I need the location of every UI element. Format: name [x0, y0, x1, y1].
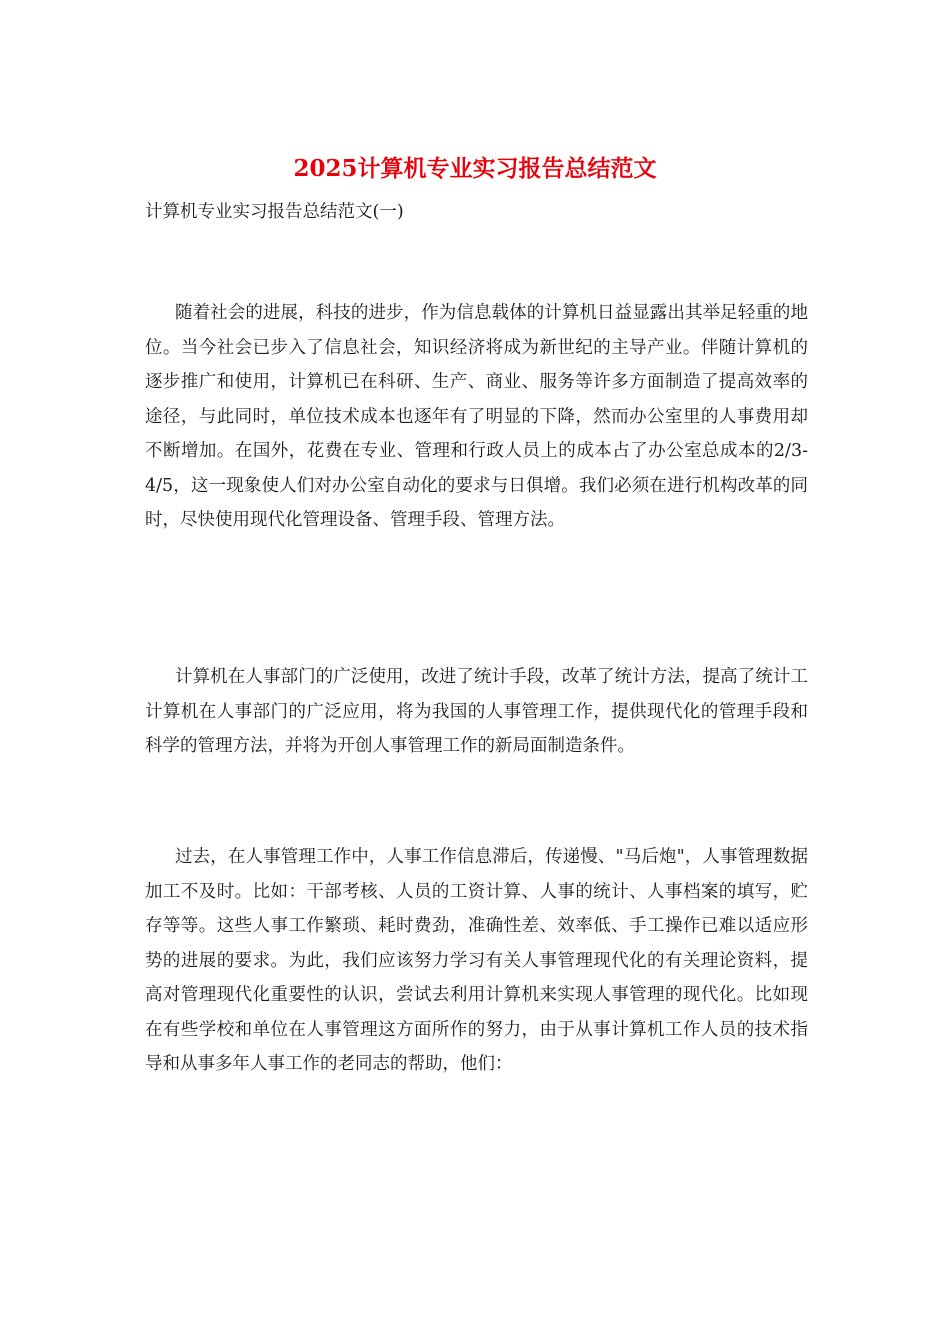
paragraph-2: 计算机在人事部门的广泛使用，改进了统计手段，改革了统计方法，提高了统计工计算机在人事部门的广泛应用，将为我国的人事管理工作，提供现代化的管理手段和科学的管理方法，并将为开创人事管理工作的新局面制造条件。 — [145, 667, 808, 756]
paragraph-1: 随着社会的进展，科技的进步，作为信息载体的计算机日益显露出其举足轻重的地位。当今社会已步入了信息社会，知识经济将成为新世纪的主导产业。伴随计算机的逐步推广和使用，计算机已在科研、生产、商业、服务等许多方面制造了提高效率的途径，与此同时，单位技术成本也逐年有了明显的下降，然而办公室里的人事费用却不断增加。在国外，花费在专业、管理和行政人员上的成本占了办公室总成本的2/3-4/5，这一现象使人们对办公室自动化的要求与日俱增。我们必须在进行机构改革的同时，尽快使用现代化管理设备、管理手段、管理方法。 — [145, 303, 808, 530]
paragraph-3: 过去，在人事管理工作中，人事工作信息滞后，传递慢、"马后炮"，人事管理数据加工不及时。比如：干部考核、人员的工资计算、人事的统计、人事档案的填写，贮存等等。这些人事工作繁琐、耗时费劲，准确性差、效率低、手工操作已难以适应形势的进展的要求。为此，我们应该努力学习有关人事管理现代化的有关理论资料，提高对管理现代化重要性的认识，尝试去利用计算机来实现人事管理的现代化。比如现在有些学校和单位在人事管理这方面所作的努力，由于从事计算机工作人员的技术指导和从事多年人事工作的老同志的帮助，他们： — [145, 847, 808, 1074]
document-subtitle: 计算机专业实习报告总结范文(一) — [145, 202, 404, 222]
document-title: 2025计算机专业实习报告总结范文 — [293, 155, 657, 182]
